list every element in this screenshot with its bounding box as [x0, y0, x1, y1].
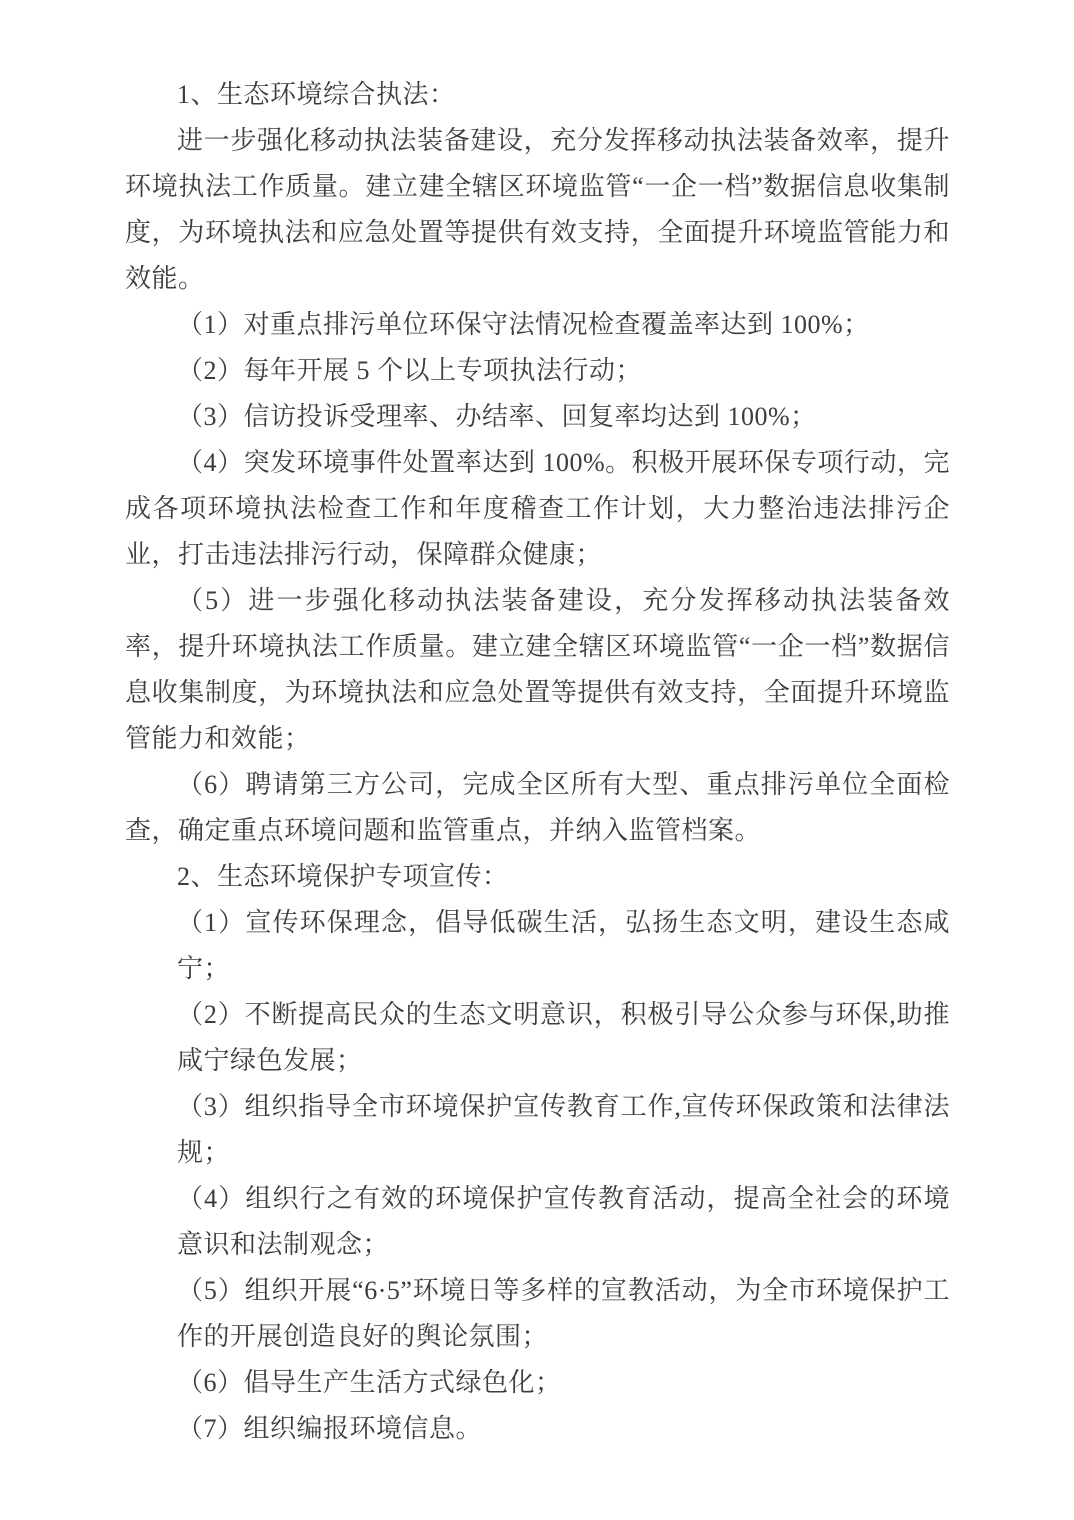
section1-heading: 1、生态环境综合执法： — [177, 80, 456, 109]
section2-item-7: （7）组织编报环境信息。 — [177, 1414, 483, 1443]
section2-item-6: （6）倡导生产生活方式绿色化； — [177, 1368, 562, 1397]
section1-intro-paragraph: 进一步强化移动执法装备建设，充分发挥移动执法装备效率，提升环境执法工作质量。建立建全辖区环境监管“一企一档”数据信息收集制度，为环境执法和应急处置等提供有效支持，全面提升环境监管能力和效能。 — [125, 126, 950, 293]
section1-item-1: （1）对重点排污单位环保守法情况检查覆盖率达到 100%； — [177, 310, 870, 339]
section1-item-4: （4）突发环境事件处置率达到 100%。积极开展环保专项行动，完成各项环境执法检查工作和年度稽查工作计划，大力整治违法排污企业，打击违法排污行动，保障群众健康； — [125, 448, 950, 569]
section1-item-6: （6）聘请第三方公司，完成全区所有大型、重点排污单位全面检查，确定重点环境问题和监管重点，并纳入监管档案。 — [125, 770, 950, 845]
section1-item-2: （2）每年开展 5 个以上专项执法行动； — [177, 356, 643, 385]
section1-item-3: （3）信访投诉受理率、办结率、回复率均达到 100%； — [177, 402, 817, 431]
section2-item-3: （3）组织指导全市环境保护宣传教育工作,宣传环保政策和法律法规； — [177, 1092, 950, 1167]
section1-item-5: （5）进一步强化移动执法装备建设，充分发挥移动执法装备效率，提升环境执法工作质量。建立建全辖区环境监管“一企一档”数据信息收集制度，为环境执法和应急处置等提供有效支持，全面提升环境监管能力和效能； — [125, 586, 950, 753]
section2-item-5: （5）组织开展“6·5”环境日等多样的宣教活动，为全市环境保护工作的开展创造良好的舆论氛围； — [177, 1276, 950, 1351]
section2-heading: 2、生态环境保护专项宣传： — [177, 862, 509, 891]
document-body — [125, 72, 950, 1452]
section2-item-4: （4）组织行之有效的环境保护宣传教育活动，提高全社会的环境意识和法制观念； — [177, 1184, 950, 1259]
section2-item-1: （1）宣传环保理念，倡导低碳生活，弘扬生态文明，建设生态咸宁； — [177, 908, 950, 983]
section2-item-2: （2）不断提高民众的生态文明意识，积极引导公众参与环保,助推咸宁绿色发展； — [177, 1000, 950, 1075]
